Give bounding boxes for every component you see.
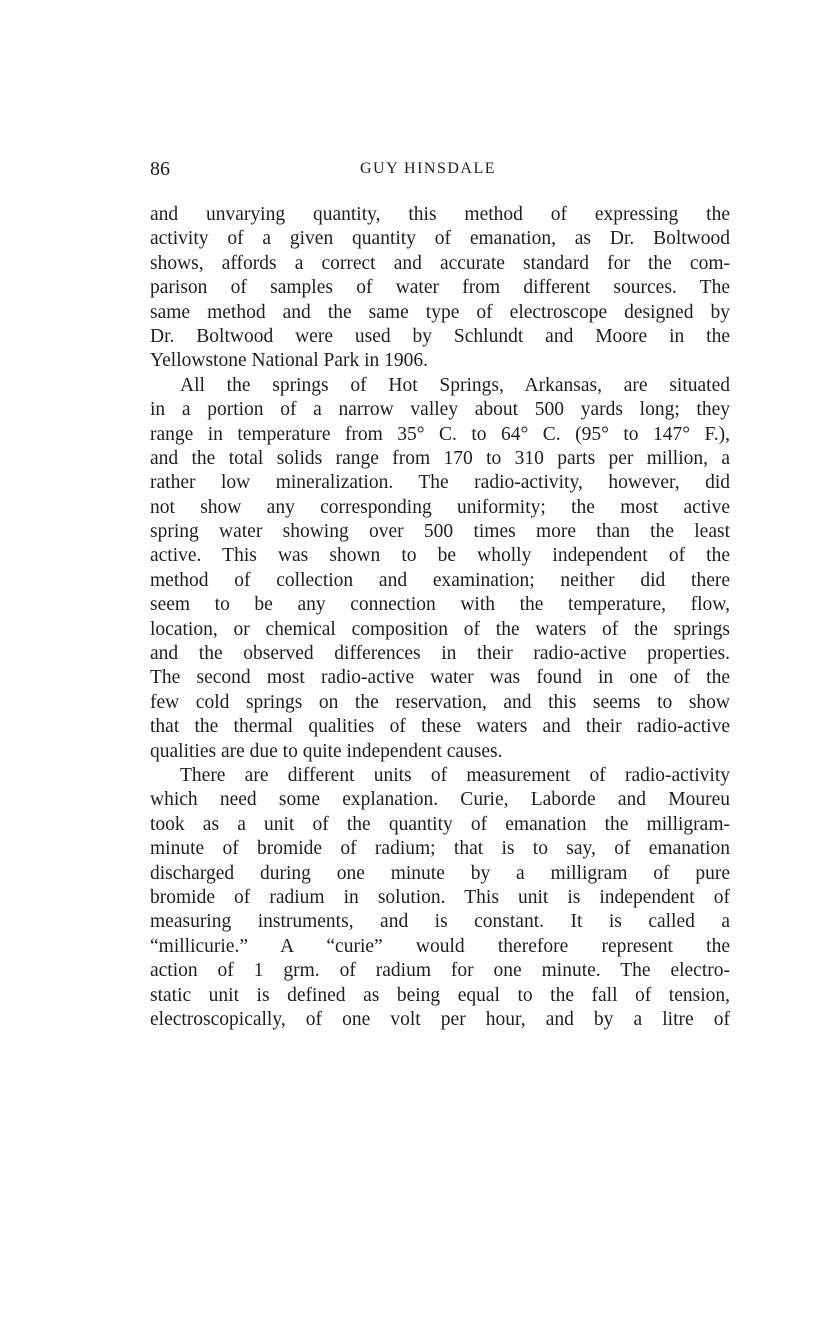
- running-title: GUY HINSDALE: [359, 160, 497, 177]
- text-line: which need some explanation. Curie, Laborde and Moureu: [150, 789, 730, 811]
- text-line: few cold springs on the reservation, and this seems to show: [150, 691, 730, 713]
- text-line: measuring instruments, and is constant. It is called a: [150, 911, 730, 933]
- text-line: that the thermal qualities of these waters and their radio-active: [150, 716, 730, 738]
- text-line: spring water showing over 500 times more than the least: [150, 521, 730, 543]
- text-line: range in temperature from 35° C. to 64° C. (95° to 147° F.),: [150, 423, 730, 445]
- text-line: There are different units of measurement of radio-activity: [180, 764, 730, 786]
- text-line: not show any corresponding uniformity; the most active: [150, 496, 730, 518]
- text-line: electroscopically, of one volt per hour, and by a litre of: [150, 1008, 730, 1030]
- text-line: same method and the same type of electroscope designed by: [150, 301, 730, 323]
- text-line: discharged during one minute by a milligram of pure: [150, 862, 730, 884]
- text-line: action of 1 grm. of radium for one minute. The electro-: [150, 960, 730, 982]
- text-line: Yellowstone National Park in 1906.: [150, 350, 429, 372]
- text-line: activity of a given quantity of emanation, as Dr. Boltwood: [150, 228, 730, 250]
- text-line: “millicurie.” A “curie” would therefore represent the: [150, 935, 730, 957]
- page-number: 86: [150, 158, 170, 180]
- text-line: method of collection and examination; neither did there: [150, 569, 730, 591]
- text-line: static unit is defined as being equal to the fall of tension,: [150, 984, 730, 1006]
- text-line: shows, affords a correct and accurate standard for the com-: [150, 252, 730, 274]
- body-text: [150, 203, 730, 1032]
- text-line: and the total solids range from 170 to 310 parts per million, a: [150, 447, 730, 469]
- text-line: The second most radio-active water was found in one of the: [150, 667, 730, 689]
- text-line: minute of bromide of radium; that is to say, of emanation: [150, 838, 730, 860]
- text-line: active. This was shown to be wholly independent of the: [150, 545, 730, 567]
- text-line: took as a unit of the quantity of emanation the milligram-: [150, 813, 730, 835]
- text-line: in a portion of a narrow valley about 500 yards long; they: [150, 399, 730, 421]
- text-line: rather low mineralization. The radio-activity, however, did: [150, 472, 730, 494]
- text-line: bromide of radium in solution. This unit is independent of: [150, 886, 730, 908]
- text-line: All the springs of Hot Springs, Arkansas, are situated: [180, 374, 730, 396]
- text-line: parison of samples of water from different sources. The: [150, 277, 730, 299]
- text-line: and unvarying quantity, this method of expressing the: [150, 204, 730, 225]
- text-line: location, or chemical composition of the waters of the springs: [150, 618, 730, 640]
- text-line: and the observed differences in their radio-active properties.: [150, 643, 730, 665]
- text-line: qualities are due to quite independent causes.: [150, 740, 503, 762]
- text-line: Dr. Boltwood were used by Schlundt and Moore in the: [150, 325, 730, 347]
- text-line: seem to be any connection with the temperature, flow,: [150, 594, 730, 616]
